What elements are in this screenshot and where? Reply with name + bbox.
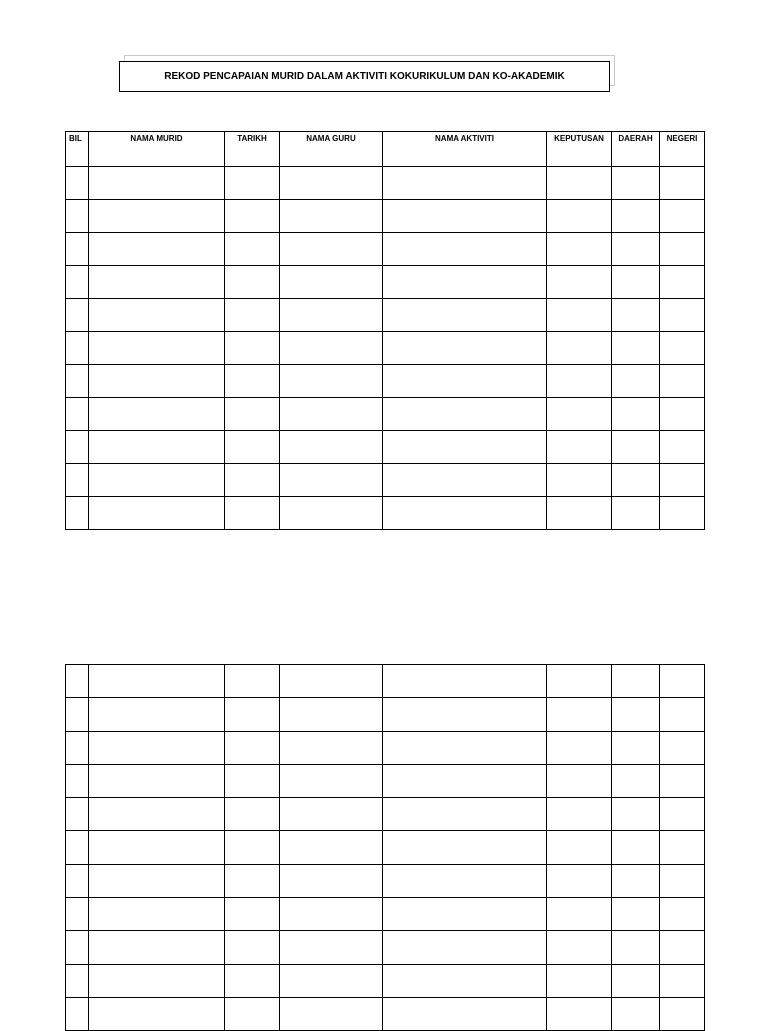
table-row [66, 997, 705, 1030]
cell-negeri [660, 332, 705, 365]
table-row [66, 464, 705, 497]
cell-nama-guru [280, 798, 383, 831]
cell-nama-guru [280, 665, 383, 698]
cell-tarikh [225, 332, 280, 365]
cell-nama-murid [89, 864, 225, 897]
cell-nama-murid [89, 665, 225, 698]
table-row [66, 332, 705, 365]
table-row [66, 898, 705, 931]
cell-keputusan [547, 997, 612, 1030]
cell-nama-guru [280, 497, 383, 530]
cell-nama-aktiviti [383, 497, 547, 530]
cell-negeri [660, 997, 705, 1030]
table-row [66, 698, 705, 731]
title-box [119, 61, 610, 92]
cell-tarikh [225, 233, 280, 266]
cell-nama-murid [89, 398, 225, 431]
cell-daerah [612, 764, 660, 797]
cell-negeri [660, 266, 705, 299]
cell-negeri [660, 798, 705, 831]
cell-daerah [612, 798, 660, 831]
cell-nama-murid [89, 497, 225, 530]
table-row [66, 497, 705, 530]
table-row [66, 964, 705, 997]
cell-keputusan [547, 200, 612, 233]
cell-nama-aktiviti [383, 898, 547, 931]
cell-negeri [660, 398, 705, 431]
cell-tarikh [225, 731, 280, 764]
cell-bil [66, 698, 89, 731]
cell-tarikh [225, 798, 280, 831]
cell-daerah [612, 266, 660, 299]
cell-nama-guru [280, 997, 383, 1030]
record-table-2 [65, 664, 705, 1031]
cell-nama-murid [89, 764, 225, 797]
cell-keputusan [547, 731, 612, 764]
cell-daerah [612, 864, 660, 897]
cell-tarikh [225, 931, 280, 964]
cell-nama-murid [89, 365, 225, 398]
table-row [66, 200, 705, 233]
cell-nama-guru [280, 898, 383, 931]
cell-keputusan [547, 233, 612, 266]
cell-tarikh [225, 964, 280, 997]
cell-nama-aktiviti [383, 233, 547, 266]
cell-daerah [612, 831, 660, 864]
cell-nama-aktiviti [383, 864, 547, 897]
cell-keputusan [547, 764, 612, 797]
cell-keputusan [547, 464, 612, 497]
cell-keputusan [547, 497, 612, 530]
cell-bil [66, 864, 89, 897]
col-header-nama-murid: NAMA MURID [89, 132, 225, 167]
cell-keputusan [547, 864, 612, 897]
cell-daerah [612, 698, 660, 731]
table-2-body [66, 665, 705, 1031]
cell-tarikh [225, 200, 280, 233]
cell-nama-murid [89, 964, 225, 997]
cell-daerah [612, 665, 660, 698]
cell-nama-murid [89, 299, 225, 332]
cell-keputusan [547, 698, 612, 731]
cell-nama-aktiviti [383, 764, 547, 797]
cell-tarikh [225, 365, 280, 398]
cell-negeri [660, 464, 705, 497]
header-row [66, 132, 705, 167]
cell-bil [66, 497, 89, 530]
cell-nama-guru [280, 299, 383, 332]
cell-nama-murid [89, 898, 225, 931]
cell-negeri [660, 200, 705, 233]
cell-nama-aktiviti [383, 299, 547, 332]
cell-bil [66, 931, 89, 964]
cell-keputusan [547, 167, 612, 200]
cell-bil [66, 764, 89, 797]
cell-tarikh [225, 898, 280, 931]
cell-daerah [612, 332, 660, 365]
table-row [66, 266, 705, 299]
cell-nama-aktiviti [383, 266, 547, 299]
cell-tarikh [225, 864, 280, 897]
cell-daerah [612, 167, 660, 200]
cell-keputusan [547, 365, 612, 398]
table-row [66, 431, 705, 464]
cell-nama-guru [280, 398, 383, 431]
cell-keputusan [547, 798, 612, 831]
cell-tarikh [225, 831, 280, 864]
cell-nama-guru [280, 464, 383, 497]
cell-keputusan [547, 332, 612, 365]
cell-nama-aktiviti [383, 431, 547, 464]
cell-nama-guru [280, 931, 383, 964]
cell-negeri [660, 731, 705, 764]
table-1-body [66, 167, 705, 530]
cell-nama-guru [280, 964, 383, 997]
table-row [66, 831, 705, 864]
cell-tarikh [225, 764, 280, 797]
cell-bil [66, 831, 89, 864]
cell-keputusan [547, 431, 612, 464]
cell-bil [66, 365, 89, 398]
col-header-keputusan: KEPUTUSAN [547, 132, 612, 167]
cell-nama-guru [280, 831, 383, 864]
cell-bil [66, 665, 89, 698]
cell-negeri [660, 698, 705, 731]
cell-nama-aktiviti [383, 997, 547, 1030]
cell-daerah [612, 731, 660, 764]
cell-nama-aktiviti [383, 731, 547, 764]
col-header-daerah: DAERAH [612, 132, 660, 167]
cell-tarikh [225, 431, 280, 464]
cell-negeri [660, 233, 705, 266]
cell-nama-murid [89, 233, 225, 266]
cell-nama-murid [89, 431, 225, 464]
table-row [66, 931, 705, 964]
cell-nama-murid [89, 464, 225, 497]
table-row [66, 299, 705, 332]
cell-nama-murid [89, 731, 225, 764]
cell-bil [66, 997, 89, 1030]
col-header-nama-aktiviti: NAMA AKTIVITI [383, 132, 547, 167]
cell-nama-murid [89, 831, 225, 864]
cell-nama-guru [280, 332, 383, 365]
cell-daerah [612, 398, 660, 431]
cell-nama-aktiviti [383, 167, 547, 200]
cell-tarikh [225, 698, 280, 731]
cell-keputusan [547, 266, 612, 299]
cell-daerah [612, 200, 660, 233]
cell-keputusan [547, 665, 612, 698]
cell-daerah [612, 299, 660, 332]
cell-daerah [612, 431, 660, 464]
cell-nama-aktiviti [383, 831, 547, 864]
table-row [66, 398, 705, 431]
cell-nama-guru [280, 698, 383, 731]
cell-negeri [660, 365, 705, 398]
cell-tarikh [225, 997, 280, 1030]
cell-negeri [660, 497, 705, 530]
cell-keputusan [547, 931, 612, 964]
cell-bil [66, 233, 89, 266]
cell-tarikh [225, 167, 280, 200]
cell-bil [66, 299, 89, 332]
cell-nama-guru [280, 167, 383, 200]
cell-nama-murid [89, 931, 225, 964]
table-row [66, 798, 705, 831]
cell-daerah [612, 365, 660, 398]
table-row [66, 731, 705, 764]
cell-daerah [612, 464, 660, 497]
table-row [66, 764, 705, 797]
cell-keputusan [547, 299, 612, 332]
cell-keputusan [547, 831, 612, 864]
table-row [66, 233, 705, 266]
table-row [66, 665, 705, 698]
cell-daerah [612, 497, 660, 530]
cell-tarikh [225, 266, 280, 299]
cell-nama-aktiviti [383, 665, 547, 698]
cell-daerah [612, 931, 660, 964]
cell-nama-murid [89, 167, 225, 200]
cell-nama-murid [89, 798, 225, 831]
cell-nama-aktiviti [383, 964, 547, 997]
cell-nama-guru [280, 200, 383, 233]
table-row [66, 864, 705, 897]
cell-daerah [612, 997, 660, 1030]
col-header-negeri: NEGERI [660, 132, 705, 167]
cell-tarikh [225, 398, 280, 431]
cell-nama-aktiviti [383, 365, 547, 398]
cell-bil [66, 964, 89, 997]
cell-bil [66, 398, 89, 431]
cell-nama-aktiviti [383, 398, 547, 431]
cell-nama-murid [89, 997, 225, 1030]
cell-keputusan [547, 898, 612, 931]
cell-nama-aktiviti [383, 931, 547, 964]
table-row [66, 167, 705, 200]
cell-nama-guru [280, 365, 383, 398]
cell-daerah [612, 898, 660, 931]
cell-keputusan [547, 964, 612, 997]
cell-tarikh [225, 299, 280, 332]
cell-bil [66, 266, 89, 299]
cell-daerah [612, 233, 660, 266]
cell-nama-guru [280, 864, 383, 897]
document-title: REKOD PENCAPAIAN MURID DALAM AKTIVITI KOKURIKULUM DAN KO-AKADEMIK [164, 71, 565, 82]
cell-tarikh [225, 665, 280, 698]
cell-bil [66, 464, 89, 497]
cell-nama-guru [280, 431, 383, 464]
col-header-tarikh: TARIKH [225, 132, 280, 167]
cell-negeri [660, 167, 705, 200]
cell-nama-aktiviti [383, 200, 547, 233]
cell-nama-murid [89, 200, 225, 233]
cell-bil [66, 200, 89, 233]
cell-nama-aktiviti [383, 464, 547, 497]
cell-negeri [660, 431, 705, 464]
cell-nama-guru [280, 266, 383, 299]
cell-nama-guru [280, 764, 383, 797]
cell-negeri [660, 864, 705, 897]
cell-bil [66, 167, 89, 200]
cell-tarikh [225, 497, 280, 530]
cell-bil [66, 898, 89, 931]
cell-bil [66, 798, 89, 831]
cell-negeri [660, 964, 705, 997]
table-row [66, 365, 705, 398]
cell-negeri [660, 665, 705, 698]
cell-bil [66, 731, 89, 764]
cell-nama-aktiviti [383, 332, 547, 365]
cell-nama-guru [280, 731, 383, 764]
cell-daerah [612, 964, 660, 997]
cell-negeri [660, 299, 705, 332]
cell-nama-murid [89, 332, 225, 365]
record-table-1 [65, 131, 705, 530]
cell-nama-guru [280, 233, 383, 266]
cell-negeri [660, 831, 705, 864]
cell-nama-aktiviti [383, 698, 547, 731]
cell-negeri [660, 898, 705, 931]
cell-nama-murid [89, 266, 225, 299]
cell-nama-aktiviti [383, 798, 547, 831]
cell-tarikh [225, 464, 280, 497]
cell-nama-murid [89, 698, 225, 731]
cell-keputusan [547, 398, 612, 431]
cell-bil [66, 332, 89, 365]
col-header-bil: BIL [66, 132, 89, 167]
cell-negeri [660, 931, 705, 964]
cell-negeri [660, 764, 705, 797]
col-header-nama-guru: NAMA GURU [280, 132, 383, 167]
cell-bil [66, 431, 89, 464]
